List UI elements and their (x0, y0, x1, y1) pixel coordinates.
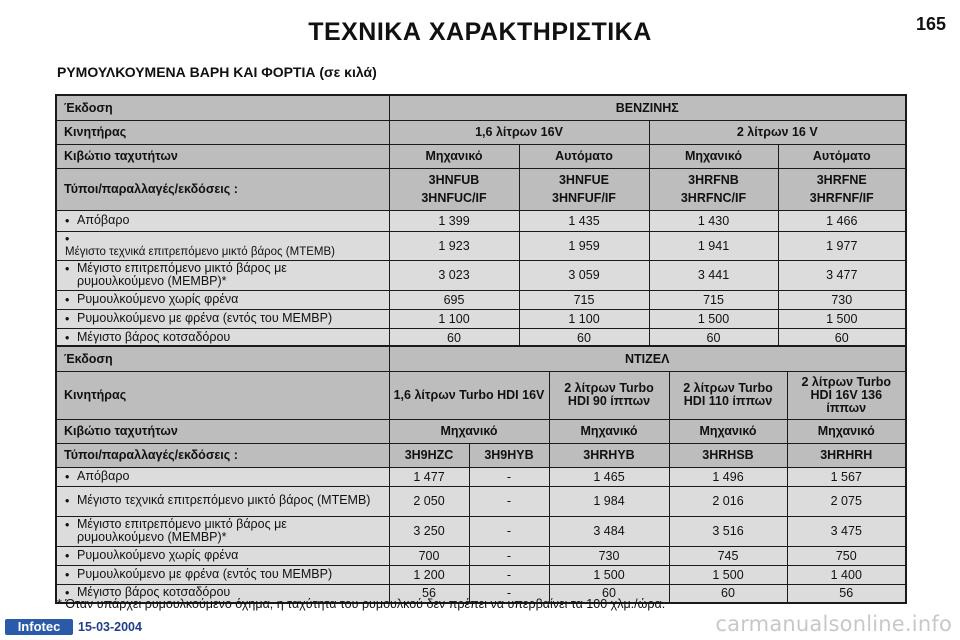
type-cell: 3HRFNE 3HRFNF/IF (778, 168, 906, 210)
value-cell: 1 466 (778, 210, 906, 231)
value-cell: 1 496 (669, 467, 787, 486)
bullet-icon: • (65, 262, 70, 276)
row-label (56, 467, 389, 486)
value-cell: 1 500 (669, 565, 787, 584)
value-cell: 60 (519, 328, 649, 349)
bullet-icon: • (65, 292, 70, 307)
gearbox-cell: Μηχανικό (549, 419, 669, 443)
row-label-text: Μέγιστο βάρος κοτσαδόρου (77, 330, 231, 345)
fuel-type: ΝΤΙΖΕΛ (389, 346, 906, 371)
value-cell: - (469, 516, 549, 546)
value-cell: 1 477 (389, 467, 469, 486)
footer-date: 15-03-2004 (78, 620, 142, 634)
diesel-gearbox-row (56, 419, 906, 443)
value-cell: 1 200 (389, 565, 469, 584)
value-cell: 1 941 (649, 231, 778, 260)
bullet-icon: • (65, 586, 70, 601)
table-row (56, 260, 906, 290)
row-label (56, 516, 389, 546)
row-label-text: Μέγιστο τεχνικά επιτρεπόμενο μικτό βάρος (ΜΤΕΜΒ) (77, 493, 371, 507)
value-cell: 745 (669, 546, 787, 565)
diesel-types-row (56, 443, 906, 467)
value-cell: 1 500 (778, 309, 906, 328)
fuel-type: ΒΕΝΖΙΝΗΣ (389, 95, 906, 120)
petrol-engine-row (56, 120, 906, 144)
value-cell: - (469, 467, 549, 486)
value-cell: 715 (649, 290, 778, 309)
petrol-gearbox-row (56, 144, 906, 168)
value-cell: 60 (549, 584, 669, 603)
types-label: Τύποι/παραλλαγές/εκδόσεις : (56, 443, 389, 467)
engine-label: Κινητήρας (56, 371, 389, 419)
value-cell: 3 250 (389, 516, 469, 546)
value-cell: 3 516 (669, 516, 787, 546)
bullet-icon: • (65, 331, 70, 346)
watermark: carmanualsonline.info (715, 612, 952, 636)
bullet-icon: • (65, 494, 70, 508)
engine-cell: 2 λίτρων Turbo HDI 16V 136 ίππων (787, 371, 906, 419)
version-label: Έκδοση (56, 346, 389, 371)
row-label (56, 486, 389, 516)
row-label-text: Μέγιστο επιτρεπόμενο μικτό βάρος με ρυμουλκούμενο (ΜΕΜΒΡ)* (77, 517, 287, 544)
gearbox-cell: Μηχανικό (669, 419, 787, 443)
row-label (56, 210, 389, 231)
footnote: * Όταν υπάρχει ρυμουλκούμενο όχημα, η ταχύτητα του ρυμουλκού δεν πρέπει να υπερβαίνει τα 100 χλμ./ώρα. (57, 597, 666, 611)
value-cell: 695 (389, 290, 519, 309)
value-cell: 1 567 (787, 467, 906, 486)
value-cell: - (469, 565, 549, 584)
engine-cell: 2 λίτρων Turbo HDI 90 ίππων (549, 371, 669, 419)
value-cell: 1 500 (649, 309, 778, 328)
gearbox-cell: Μηχανικό (389, 144, 519, 168)
type-cell: 3H9HYB (469, 443, 549, 467)
value-cell: 60 (669, 584, 787, 603)
table-row (56, 486, 906, 516)
table-row (56, 231, 906, 260)
infotec-logo: Infotec (5, 619, 73, 635)
value-cell: - (469, 486, 549, 516)
petrol-weights-table (55, 94, 907, 350)
version-label: Έκδοση (56, 95, 389, 120)
value-cell: 60 (649, 328, 778, 349)
gearbox-cell: Μηχανικό (389, 419, 549, 443)
bullet-icon: • (65, 213, 70, 228)
table-row (56, 309, 906, 328)
value-cell: 3 484 (549, 516, 669, 546)
value-cell: 3 477 (778, 260, 906, 290)
section-title: ΡΥΜΟΥΛΚΟΥΜΕΝΑ ΒΑΡΗ ΚΑΙ ΦΟΡΤΙΑ (σε κιλά) (57, 64, 377, 80)
row-label-text: Ρυμουλκούμενο με φρένα (εντός του ΜΕΜΒΡ) (77, 310, 333, 325)
petrol-version-row (56, 95, 906, 120)
diesel-weights-table (55, 345, 907, 604)
value-cell: 3 023 (389, 260, 519, 290)
value-cell: 60 (389, 328, 519, 349)
table-row (56, 467, 906, 486)
engine-cell: 1,6 λίτρων Turbo HDI 16V (389, 371, 549, 419)
row-label-text: Ρυμουλκούμενο με φρένα (εντός του ΜΕΜΒΡ) (77, 566, 333, 581)
row-label (56, 565, 389, 584)
engine-label: Κινητήρας (56, 120, 389, 144)
engine-cell: 2 λίτρων Turbo HDI 110 ίππων (669, 371, 787, 419)
row-label (56, 260, 389, 290)
row-label (56, 546, 389, 565)
bullet-icon: • (65, 567, 70, 582)
gearbox-cell: Μηχανικό (649, 144, 778, 168)
types-label: Τύποι/παραλλαγές/εκδόσεις : (56, 168, 389, 210)
value-cell: 60 (778, 328, 906, 349)
table-row (56, 290, 906, 309)
value-cell: 3 059 (519, 260, 649, 290)
type-cell: 3HNFUE 3HNFUF/IF (519, 168, 649, 210)
engine-cell: 2 λίτρων 16 V (649, 120, 906, 144)
type-cell: 3HRHSB (669, 443, 787, 467)
row-label (56, 231, 389, 260)
gearbox-cell: Αυτόματο (519, 144, 649, 168)
value-cell: 56 (787, 584, 906, 603)
bullet-icon: • (65, 231, 70, 246)
value-cell: 3 475 (787, 516, 906, 546)
diesel-engine-row (56, 371, 906, 419)
engine-cell: 1,6 λίτρων 16V (389, 120, 649, 144)
value-cell: 3 441 (649, 260, 778, 290)
value-cell: 700 (389, 546, 469, 565)
bullet-icon: • (65, 469, 70, 484)
value-cell: 1 500 (549, 565, 669, 584)
row-label-text: Μέγιστο επιτρεπόμενο μικτό βάρος με ρυμουλκούμενο (ΜΕΜΒΡ)* (77, 261, 287, 288)
value-cell: 2 050 (389, 486, 469, 516)
value-cell: 2 016 (669, 486, 787, 516)
value-cell: 1 435 (519, 210, 649, 231)
gearbox-cell: Αυτόματο (778, 144, 906, 168)
bullet-icon: • (65, 548, 70, 563)
page-number: 165 (915, 14, 946, 34)
value-cell: 56 (389, 584, 469, 603)
row-label-text: Μέγιστο τεχνικά επιτρεπόμενο μικτό βάρος (ΜΤΕΜΒ) (65, 245, 335, 258)
row-label (56, 290, 389, 309)
gearbox-label: Κιβώτιο ταχυτήτων (56, 144, 389, 168)
type-cell: 3HRFNB 3HRFNC/IF (649, 168, 778, 210)
row-label (56, 309, 389, 328)
value-cell: 715 (519, 290, 649, 309)
value-cell: - (469, 584, 549, 603)
value-cell: 1 977 (778, 231, 906, 260)
value-cell: 1 984 (549, 486, 669, 516)
table-row (56, 210, 906, 231)
table-row (56, 546, 906, 565)
value-cell: - (469, 546, 549, 565)
type-cell: 3H9HZC (389, 443, 469, 467)
row-label-text: Μέγιστο βάρος κοτσαδόρου (77, 585, 231, 600)
value-cell: 1 923 (389, 231, 519, 260)
value-cell: 1 100 (519, 309, 649, 328)
row-label-text: Ρυμουλκούμενο χωρίς φρένα (77, 291, 239, 306)
value-cell: 730 (549, 546, 669, 565)
type-cell: 3HRHYB (549, 443, 669, 467)
value-cell: 750 (787, 546, 906, 565)
value-cell: 1 399 (389, 210, 519, 231)
row-label-text: Απόβαρο (77, 468, 130, 483)
gearbox-label: Κιβώτιο ταχυτήτων (56, 419, 389, 443)
value-cell: 1 465 (549, 467, 669, 486)
diesel-version-row (56, 346, 906, 371)
row-label-text: Απόβαρο (77, 212, 130, 227)
value-cell: 2 075 (787, 486, 906, 516)
value-cell: 1 400 (787, 565, 906, 584)
bullet-icon: • (65, 311, 70, 326)
table-row (56, 565, 906, 584)
petrol-types-row (56, 168, 906, 210)
type-cell: 3HRHRH (787, 443, 906, 467)
value-cell: 730 (778, 290, 906, 309)
value-cell: 1 100 (389, 309, 519, 328)
value-cell: 1 430 (649, 210, 778, 231)
page-title: ΤΕΧΝΙΚΑ ΧΑΡΑΚΤΗΡΙΣΤΙΚΑ (308, 18, 652, 46)
gearbox-cell: Μηχανικό (787, 419, 906, 443)
value-cell: 1 959 (519, 231, 649, 260)
bullet-icon: • (65, 518, 70, 532)
type-cell: 3HNFUB 3HNFUC/IF (389, 168, 519, 210)
row-label-text: Ρυμουλκούμενο χωρίς φρένα (77, 547, 239, 562)
table-row (56, 516, 906, 546)
